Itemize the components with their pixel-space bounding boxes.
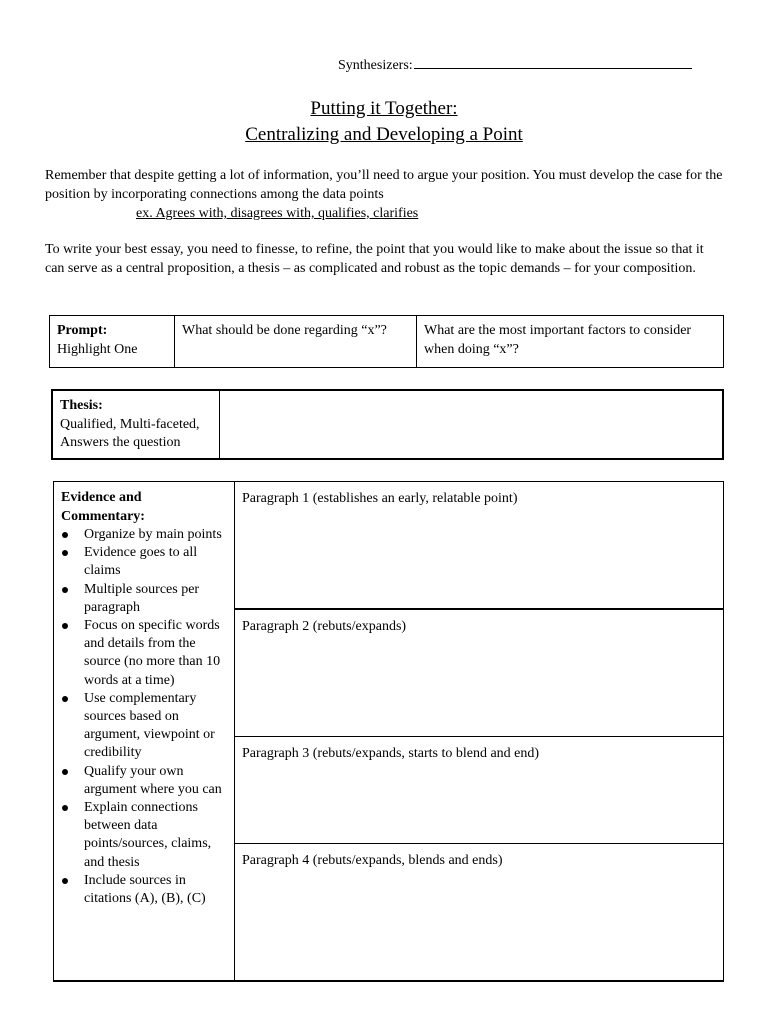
evidence-label-cell (54, 482, 235, 982)
thesis-label: Thesis: (60, 398, 103, 413)
synthesizers-field (338, 54, 698, 75)
evidence-bullet-list (61, 526, 228, 908)
thesis-label-cell (52, 390, 219, 459)
intro-paragraph-1: Remember that despite getting a lot of information, you’ll need to argue your position. You must develop the case for the position by incorporating connections among the data points (45, 168, 723, 202)
synthesizers-label: Synthesizers: (338, 58, 413, 73)
prompt-sublabel: Highlight One (57, 341, 138, 357)
intro-example: ex. Agrees with, disagrees with, qualifies, clarifies (136, 206, 419, 221)
paragraph-3-cell[interactable]: Paragraph 3 (rebuts/expands, starts to blend and end) (235, 737, 724, 844)
list-item: Explain connections between data points/sources, claims, and thesis (61, 799, 228, 872)
synthesizers-blank-line[interactable] (414, 54, 692, 69)
prompt-label: Prompt: (57, 323, 108, 338)
paragraph-4-cell[interactable]: Paragraph 4 (rebuts/expands, blends and ends) (235, 844, 724, 982)
list-item: Evidence goes to all claims (61, 544, 228, 580)
paragraph-1-cell[interactable]: Paragraph 1 (establishes an early, relatable point) (235, 482, 724, 610)
intro-paragraph-2: To write your best essay, you need to finesse, to refine, the point that you would like to make about the issue so that it can serve as a central proposition, a thesis – as complicated and robust as the topic demands – for your composition. (45, 242, 704, 276)
evidence-table (53, 481, 724, 982)
prompt-table (49, 315, 724, 368)
list-item: Multiple sources per paragraph (61, 581, 228, 617)
list-item: Organize by main points (61, 526, 228, 544)
prompt-option-2[interactable]: What are the most important factors to consider when doing “x”? (417, 316, 724, 368)
thesis-sublabel: Qualified, Multi-faceted, Answers the question (60, 416, 200, 450)
title-line-1: Putting it Together: (310, 98, 458, 119)
list-item: Use complementary sources based on argument, viewpoint or credibility (61, 690, 228, 763)
thesis-answer-cell[interactable] (219, 390, 723, 459)
evidence-label: Evidence and Commentary: (61, 490, 145, 524)
prompt-label-cell (50, 316, 175, 368)
list-item: Qualify your own argument where you can (61, 763, 228, 799)
thesis-table (51, 389, 724, 460)
list-item: Focus on specific words and details from the source (no more than 10 words at a time) (61, 617, 228, 690)
list-item: Include sources in citations (A), (B), (C) (61, 872, 228, 908)
paragraph-2-cell[interactable]: Paragraph 2 (rebuts/expands) (235, 609, 724, 737)
title-line-2: Centralizing and Developing a Point (245, 124, 523, 145)
prompt-option-1[interactable]: What should be done regarding “x”? (175, 316, 417, 368)
